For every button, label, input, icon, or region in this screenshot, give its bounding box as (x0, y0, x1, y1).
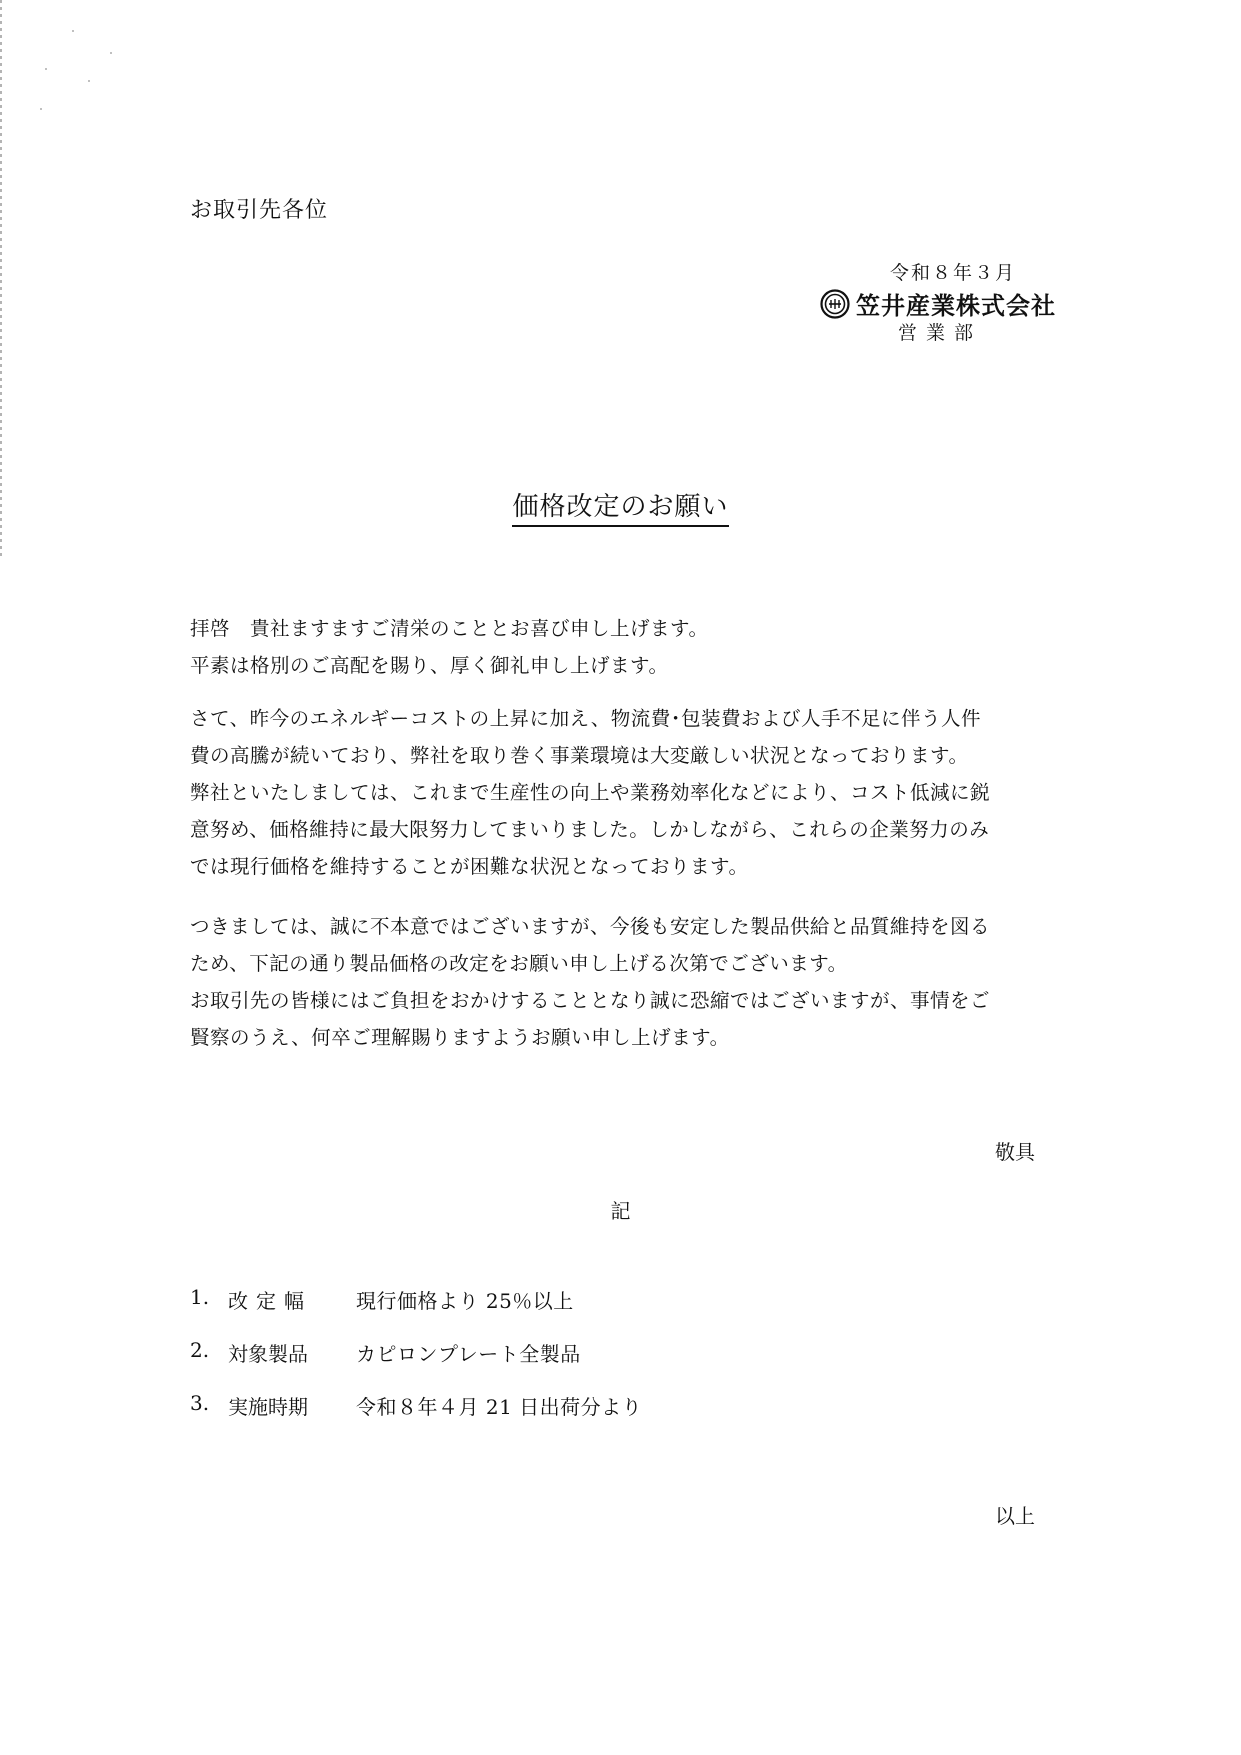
scan-edge-mark (0, 0, 2, 560)
item-row (190, 1338, 581, 1367)
item-label: 対象製品 (228, 1342, 308, 1366)
request-paragraph (190, 908, 1040, 1056)
ki-heading: 記 (610, 1199, 631, 1223)
item-row (190, 1391, 642, 1420)
sender-company (820, 286, 1056, 321)
item-row (190, 1285, 574, 1314)
text-line: ため、下記の通り製品価格の改定をお願い申し上げる次第でございます。 (190, 952, 848, 975)
company-seal-logo-icon (820, 289, 850, 319)
text-line: 費の高騰が続いており、弊社を取り巻く事業環境は大変厳しい状況となっております。 (190, 744, 969, 767)
text-line: 平素は格別のご高配を賜り、厚く御礼申し上げます。 (190, 654, 669, 677)
addressee: お取引先各位 (190, 198, 329, 223)
text-line: さて、昨今のエネルギーコストの上昇に加え、物流費･包装費および人手不足に伴う人件 (190, 707, 982, 730)
title-text: 価格改定のお願い (512, 492, 728, 527)
closing-keigu: 敬具 (995, 1140, 1035, 1164)
greeting-paragraph (190, 610, 1040, 684)
item-number: 3. (190, 1391, 210, 1415)
scan-speck (110, 52, 112, 54)
item-number: 1. (190, 1285, 210, 1309)
end-mark: 以上 (995, 1504, 1035, 1528)
scan-speck (88, 80, 90, 82)
situation-paragraph (190, 700, 1040, 885)
item-label: 実施時期 (228, 1395, 308, 1419)
scan-speck (72, 30, 74, 32)
item-value: 令和８年４月 21 日出荷分より (356, 1395, 643, 1419)
item-number: 2. (190, 1338, 210, 1362)
item-value: カピロンプレート全製品 (356, 1342, 581, 1366)
text-line: では現行価格を維持することが困難な状況となっております。 (190, 855, 749, 878)
document-title (0, 486, 1241, 523)
department: 営業部 (898, 322, 983, 344)
company-name: 笠井産業株式会社 (856, 292, 1056, 320)
text-line: お取引先の皆様にはご負担をおかけすることとなり誠に恐縮ではございますが、事情をご (190, 989, 991, 1012)
item-value: 現行価格より 25％以上 (356, 1289, 574, 1313)
text-line: 賢察のうえ、何卒ご理解賜りますようお願い申し上げます。 (190, 1026, 730, 1049)
text-line: つきましては、誠に不本意ではございますが、今後も安定した製品供給と品質維持を図る (190, 915, 991, 938)
item-label: 改定幅 (228, 1289, 312, 1313)
scan-speck (45, 68, 47, 70)
scan-speck (40, 108, 42, 110)
text-line: 拝啓 貴社ますますご清栄のこととお喜び申し上げます。 (190, 617, 709, 640)
letter-date: 令和８年３月 (890, 262, 1017, 284)
text-line: 弊社といたしましては、これまで生産性の向上や業務効率化などにより、コスト低減に鋭 (190, 781, 991, 804)
text-line: 意努め、価格維持に最大限努力してまいりました。しかしながら、これらの企業努力のみ (190, 818, 990, 841)
